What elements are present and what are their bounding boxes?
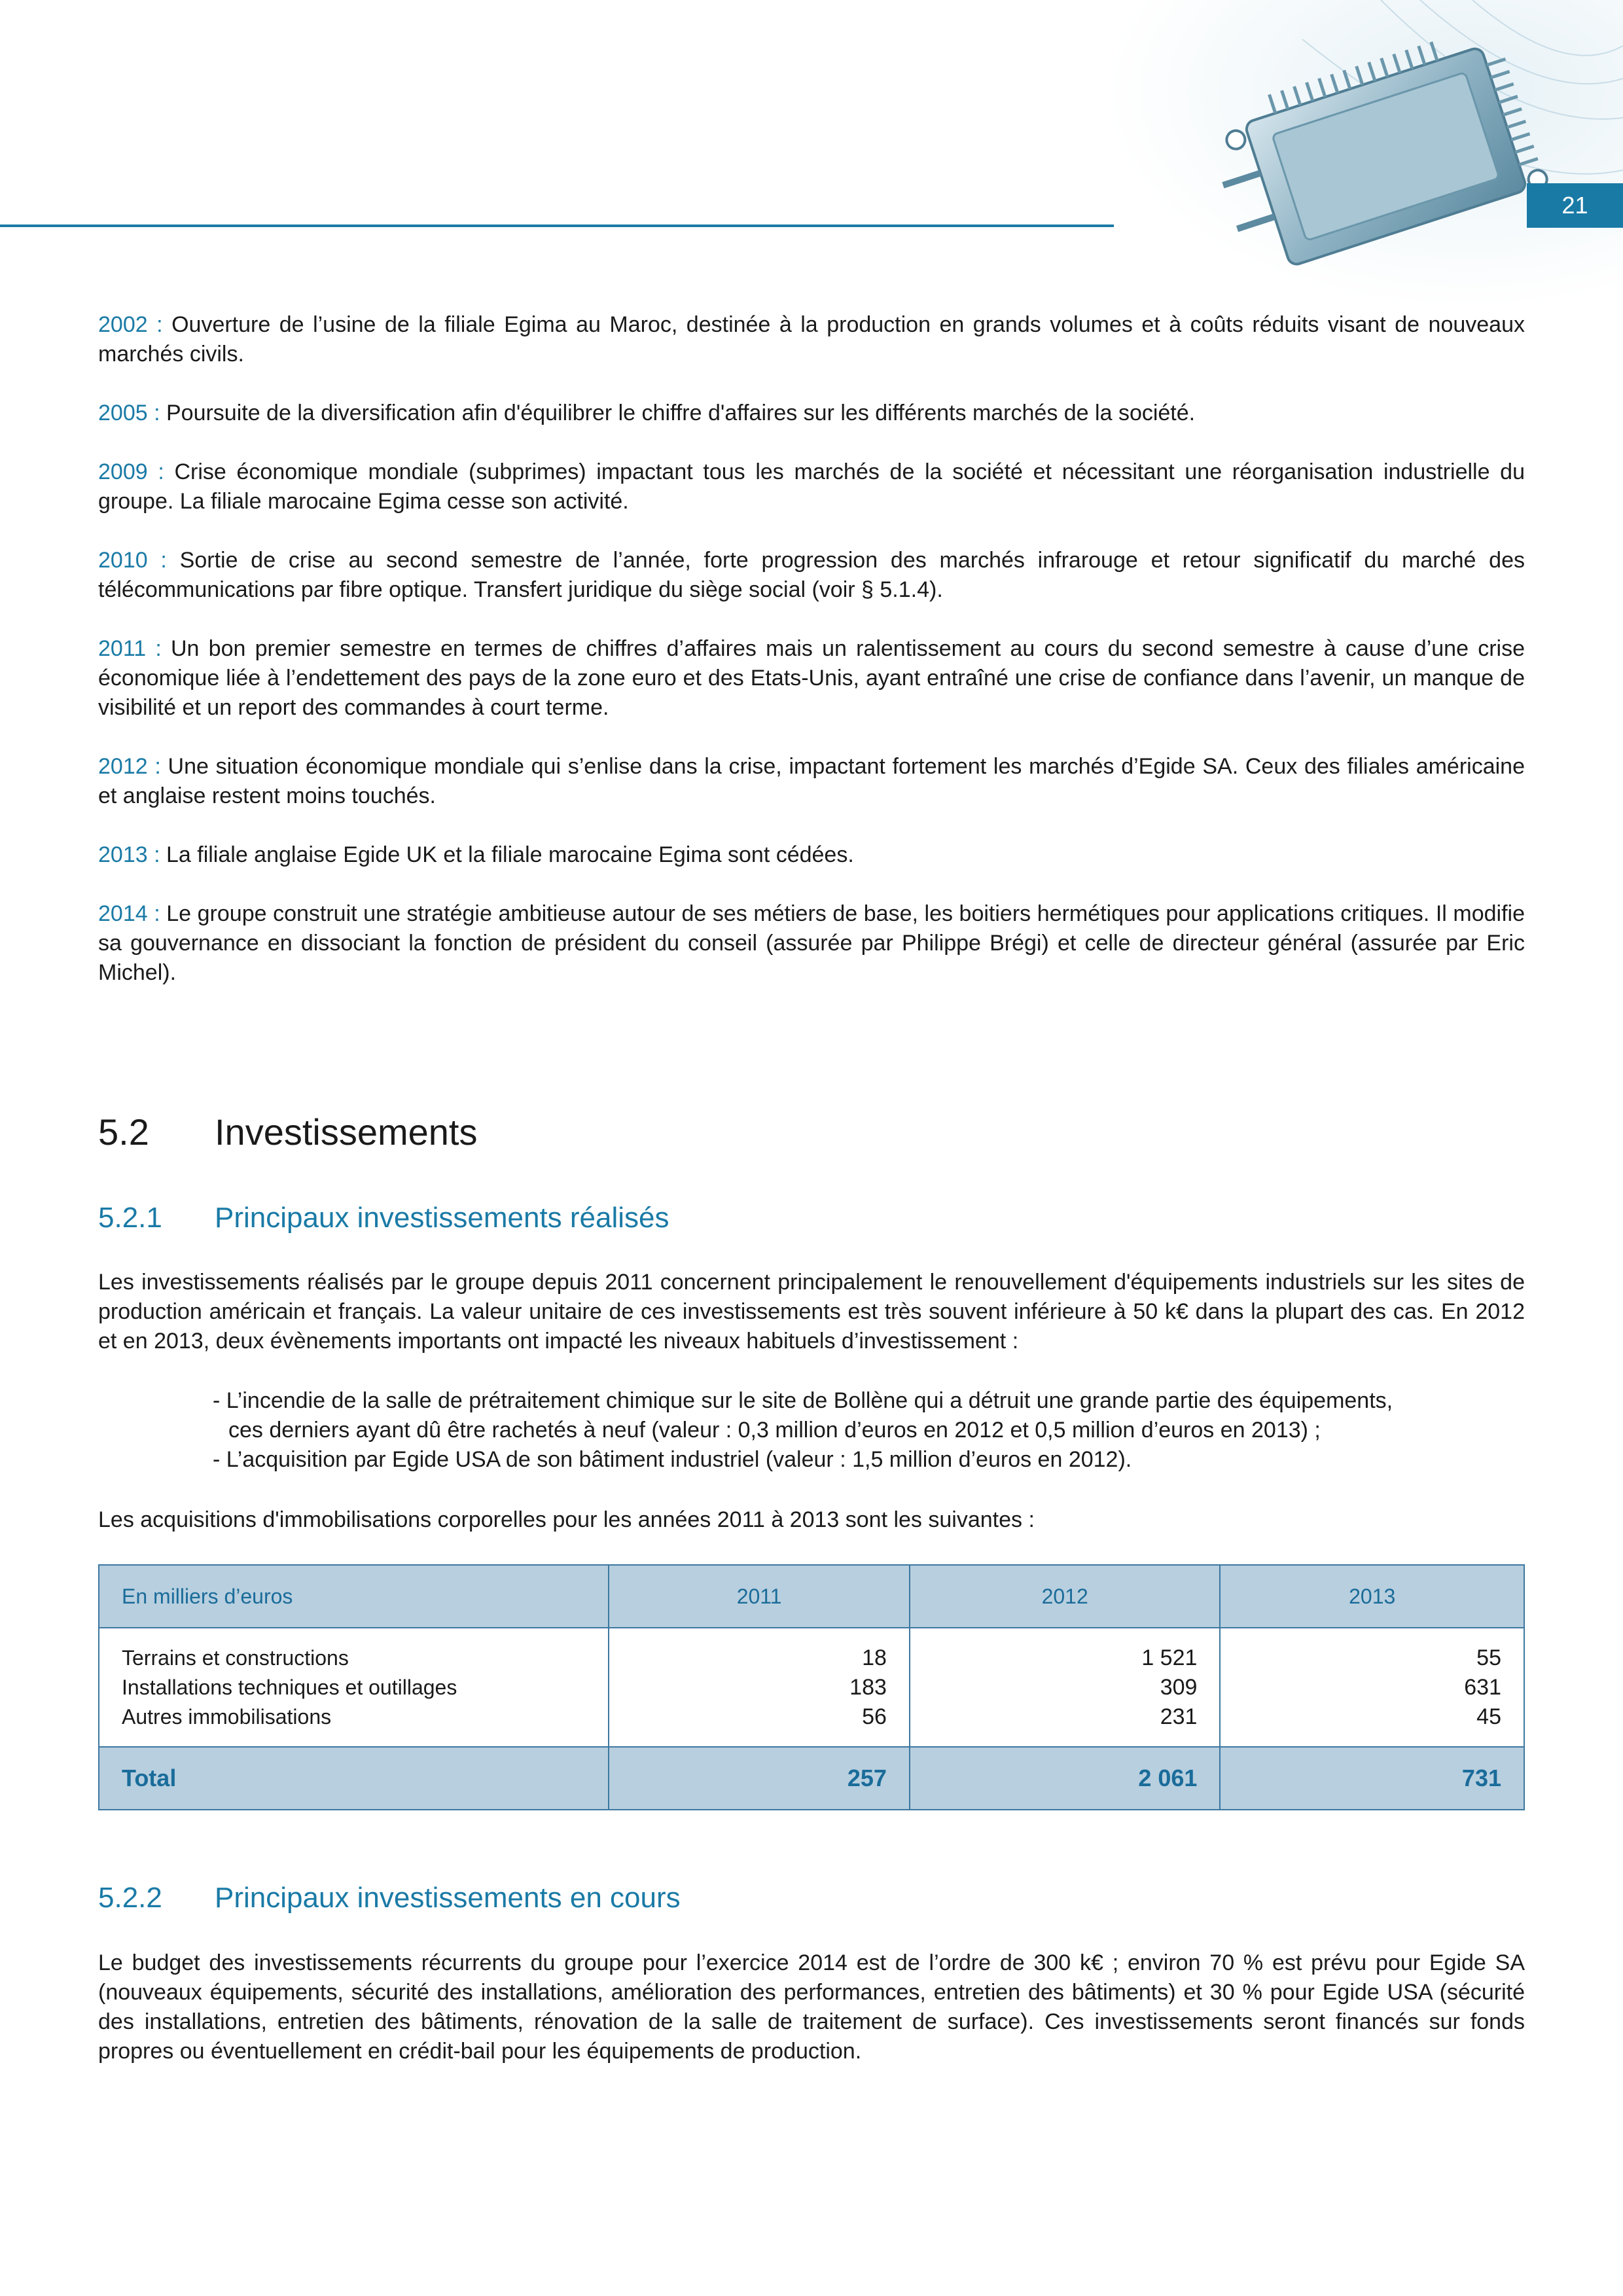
subsection-number: 5.2.2 xyxy=(98,1882,162,1914)
history-entry xyxy=(98,399,1525,428)
investments-intro-text: Les investissements réalisés par le groupe depuis 2011 concernent principalement le renouvellement d'équipements industriels sur les sites de production américain et français. La valeur unitaire de ces investissements est très souvent inférieure à 50 k€ dans la plupart des cas. En 2012 et en 2013, deux évènements importants ont impacté les niveaux habituels d’investissement : xyxy=(98,1270,1525,1354)
history-text: Crise économique mondiale (subprimes) impactant tous les marchés de la société et nécessitant une réorganisation industrielle du groupe. La filiale marocaine Egima cesse son activité. xyxy=(98,459,1525,514)
history-text: Poursuite de la diversification afin d'équilibrer le chiffre d'affaires sur les différents marchés de la société. xyxy=(160,401,1196,425)
history-text: Le groupe construit une stratégie ambitieuse autour de ses métiers de base, les boitiers hermétiques pour applications critiques. Il modifie sa gouvernance en dissociant la fonction de président du conseil (assurée par Philippe Brégi) et celle de directeur général (assurée par Eric Michel). xyxy=(98,901,1525,985)
table-header-cell: 2012 xyxy=(910,1565,1221,1628)
history-year: 2009 : xyxy=(98,459,164,484)
bullet-line: - L’incendie de la salle de prétraitement chimique sur le site de Bollène qui a détruit une grande partie des équipements, xyxy=(213,1388,1393,1413)
section-heading xyxy=(98,1109,478,1155)
acquisitions-intro-text: Les acquisitions d'immobilisations corporelles pour les années 2011 à 2013 sont les suivantes : xyxy=(98,1507,1035,1532)
history-entry xyxy=(98,457,1525,516)
table-row xyxy=(99,1628,1524,1747)
history-text: Une situation économique mondiale qui s’enlise dans la crise, impactant fortement les marchés d’Egide SA. Ceux des filiales américaine et anglaise restent moins touchés. xyxy=(98,754,1525,808)
total-cell: 731 xyxy=(1220,1747,1524,1810)
total-cell: 257 xyxy=(609,1747,910,1810)
table-cell: 309 xyxy=(1160,1674,1198,1700)
history-text: Un bon premier semestre en termes de chiffres d’affaires mais un ralentissement au cours du second semestre à cause d’une crise économique liée à l’endettement des pays de la zone euro et des Etats-Unis, ayant entraîné une crise de confiance dans l’avenir, un manque de visibilité et un report des commandes à court terme. xyxy=(98,636,1525,720)
history-entry xyxy=(98,840,1525,870)
bullet-line: ces derniers ayant dû être rachetés à neuf (valeur : 0,3 million d’euros en 2012 et 0,5 million d’euros en 2013) ; xyxy=(228,1418,1321,1443)
header-rule xyxy=(0,224,1114,227)
history-year: 2010 : xyxy=(98,548,167,573)
history-year: 2014 : xyxy=(98,901,160,926)
table-header-row xyxy=(99,1565,1524,1628)
history-year: 2011 : xyxy=(98,636,162,661)
row-label: Installations techniques et outillages xyxy=(122,1675,457,1699)
table-cell: 45 xyxy=(1476,1704,1501,1729)
row-label: Autres immobilisations xyxy=(122,1704,332,1729)
table-cell: 1 521 xyxy=(1141,1645,1198,1670)
subsection-title: Principaux investissements réalisés xyxy=(215,1202,669,1234)
table-row-labels xyxy=(99,1628,609,1747)
history-year: 2013 : xyxy=(98,842,160,867)
history-entry xyxy=(98,899,1525,988)
table-cell: 18 xyxy=(862,1645,887,1670)
table-header-cell: En milliers d’euros xyxy=(99,1565,609,1628)
subsection-heading xyxy=(98,1200,669,1236)
history-year: 2005 : xyxy=(98,401,160,425)
current-investments xyxy=(98,1948,1525,2066)
history-entry xyxy=(98,546,1525,605)
bullet-item xyxy=(213,1386,1525,1445)
history-year: 2012 : xyxy=(98,754,161,779)
history-entry xyxy=(98,752,1525,811)
section-title: Investissements xyxy=(215,1111,478,1153)
table-cell: 55 xyxy=(1476,1645,1501,1670)
bullet-list xyxy=(213,1386,1525,1475)
investments-table xyxy=(98,1564,1525,1810)
investments-intro xyxy=(98,1268,1525,1356)
table-cell: 231 xyxy=(1160,1704,1198,1729)
history-text: Ouverture de l’usine de la filiale Egima au Maroc, destinée à la production en grands volumes et à coûts réduits visant de nouveaux marchés civils. xyxy=(98,312,1525,367)
history-timeline xyxy=(98,310,1525,988)
table-total-row xyxy=(99,1747,1524,1810)
bullet-line: - L’acquisition par Egide USA de son bâtiment industriel (valeur : 1,5 million d’euros en 2012). xyxy=(213,1447,1132,1472)
current-investments-text: Le budget des investissements récurrents du groupe pour l’exercice 2014 est de l’ordre de 300 k€ ; environ 70 % est prévu pour Egide SA (nouveaux équipements, sécurité des installations, amélioration des performances, entretien des bâtiments) et 30 % pour Egide USA (sécurité des installations, entretien des bâtiments, rénovation de la salle de traitement de surface). Ces investissements seront financés sur fonds propres ou éventuellement en crédit-bail pour les équipements de production. xyxy=(98,1950,1525,2064)
history-text: La filiale anglaise Egide UK et la filiale marocaine Egima sont cédées. xyxy=(160,842,854,867)
section-number: 5.2 xyxy=(98,1111,149,1153)
table-column-2013 xyxy=(1220,1628,1524,1747)
header-component-illustration xyxy=(1106,0,1623,308)
table-column-2011 xyxy=(609,1628,910,1747)
page-number: 21 xyxy=(1527,183,1623,228)
acquisitions-intro xyxy=(98,1505,1525,1535)
total-cell: 2 061 xyxy=(910,1747,1221,1810)
table-header-cell: 2011 xyxy=(609,1565,910,1628)
bullet-item xyxy=(213,1445,1525,1475)
history-entry xyxy=(98,310,1525,369)
total-label: Total xyxy=(99,1747,609,1810)
row-label: Terrains et constructions xyxy=(122,1645,349,1670)
subsection-heading xyxy=(98,1880,681,1916)
history-text: Sortie de crise au second semestre de l’année, forte progression des marchés infrarouge et retour significatif du marché des télécommunications par fibre optique. Transfert juridique du siège social (voir § 5.1.4). xyxy=(98,548,1525,602)
history-entry xyxy=(98,634,1525,723)
table-cell: 56 xyxy=(862,1704,887,1729)
table-header-cell: 2013 xyxy=(1220,1565,1524,1628)
table-cell: 183 xyxy=(849,1674,887,1700)
history-year: 2002 : xyxy=(98,312,163,337)
subsection-number: 5.2.1 xyxy=(98,1202,162,1234)
table-cell: 631 xyxy=(1464,1674,1501,1700)
table-column-2012 xyxy=(910,1628,1221,1747)
subsection-title: Principaux investissements en cours xyxy=(215,1882,681,1914)
